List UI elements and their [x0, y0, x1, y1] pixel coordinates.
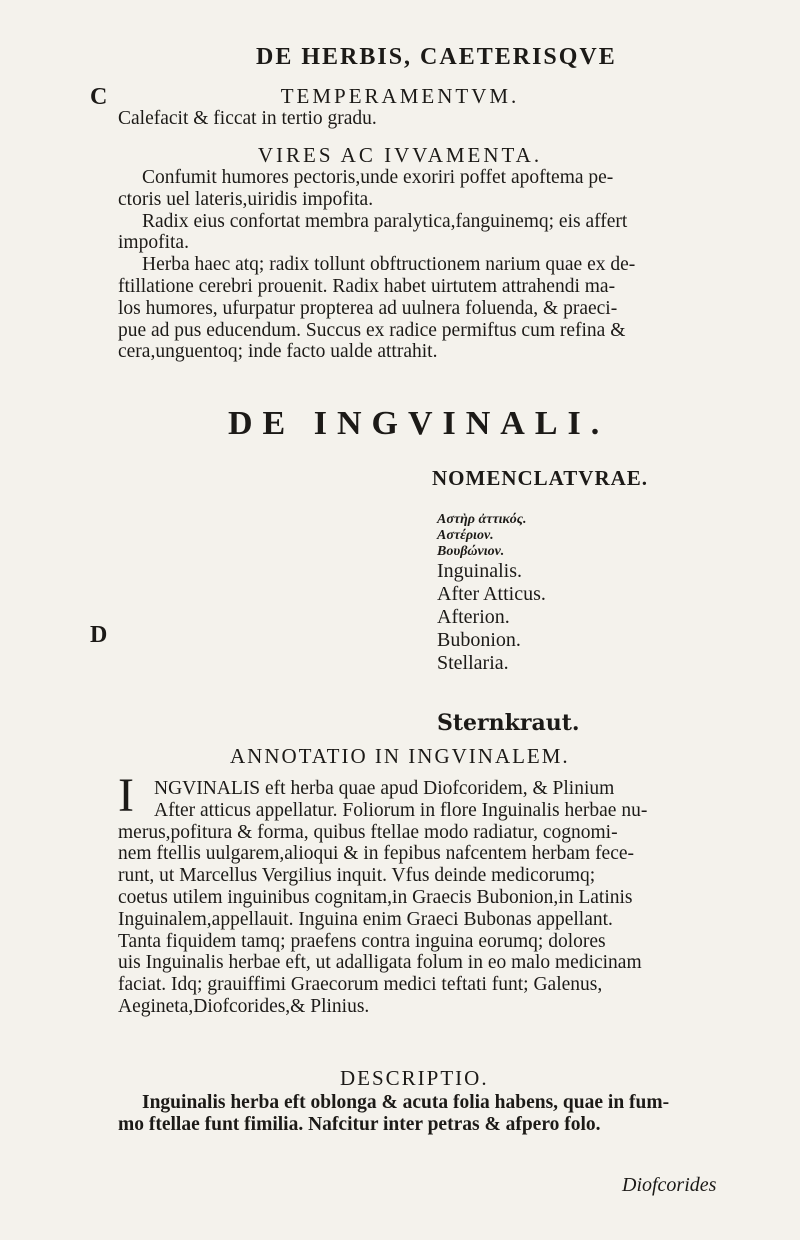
temperamentum-line: Calefacit & ficcat in tertio gradu.: [118, 108, 377, 129]
greek-name: Βουβώνιον.: [437, 544, 505, 559]
latin-name: Bubonion.: [437, 629, 521, 651]
vires-text: [118, 167, 758, 363]
descriptio-line: Inguinalis herba eft oblonga & acuta folia habens, quae in fum-: [142, 1092, 670, 1113]
annotatio-line: NGVINALIS eft herba quae apud Diofcoridem, & Plinium: [154, 778, 615, 799]
descriptio-heading: DESCRIPTIO.: [340, 1066, 489, 1090]
temperamentum-text: [118, 108, 758, 130]
margin-letter-d: D: [90, 622, 108, 648]
annotatio-line: uis Inguinalis herbae eft, ut adalligata folum in eo malo medicinam: [118, 952, 642, 974]
vires-line: pue ad pus educendum. Succus ex radice permiftus cum refina &: [118, 319, 626, 341]
running-head: DE HERBIS, CAETERISQVE: [256, 44, 617, 70]
latin-name: Inguinalis.: [437, 560, 522, 582]
annotatio-line: nem ftellis uulgarem,alioqui & in fepibus nafcentem herbam fece-: [118, 843, 635, 865]
annotatio-line: After atticus appellatur. Foliorum in flore Inguinalis herbae nu-: [154, 799, 648, 821]
vires-heading: VIRES AC IVVAMENTA.: [257, 143, 543, 167]
greek-name: Αστέριον.: [437, 528, 494, 543]
annotatio-heading: ANNOTATIO IN INGVINALEM.: [230, 744, 570, 768]
drop-cap: I: [118, 769, 134, 822]
latin-name: Stellaria.: [437, 652, 509, 674]
vires-line: Radix eius confortat membra paralytica,fanguinemq; eis affert: [142, 210, 628, 232]
margin-letter-c: C: [90, 84, 108, 110]
vires-line: Herba haec atq; radix tollunt obftructionem narium quae ex de-: [142, 254, 636, 276]
annotatio-text: [118, 778, 758, 1018]
annotatio-line: coetus utilem inguinibus cognitam,in Graecis Bubonion,in Latinis: [118, 886, 633, 908]
vires-line: impofita.: [118, 232, 189, 254]
annotatio-line: Inguinalem,appellauit. Inguina enim Graeci Bubonas appellant.: [118, 908, 613, 930]
annotatio-line: faciat. Idq; grauiffimi Graecorum medici teftati funt; Galenus,: [118, 974, 603, 996]
latin-name: Afterion.: [437, 606, 510, 628]
vires-line: Confumit humores pectoris,unde exoriri poffet apoftema pe-: [142, 167, 614, 188]
vires-line: ftillatione cerebri prouenit. Radix habet uirtutem attrahendi ma-: [118, 275, 616, 297]
annotatio-line: Tanta fiquidem tamq; praefens contra inguina eorumq; dolores: [118, 930, 606, 952]
vires-line: los humores, ufurpatur propterea ad uulnera foluenda, & praeci-: [118, 297, 618, 319]
greek-name: Αστὴρ ἀττικός.: [437, 512, 527, 527]
descriptio-text: [118, 1092, 758, 1136]
descriptio-line: mo ftellae funt fimilia. Nafcitur inter petras & afpero folo.: [118, 1113, 601, 1135]
vires-line: ctoris uel lateris,uiridis impofita.: [118, 188, 374, 210]
vires-line: cera,unguentoq; inde facto ualde attrahit.: [118, 341, 438, 363]
german-name: Sternkraut.: [437, 710, 580, 736]
nomenclature-heading: NOMENCLATVRAE.: [432, 466, 649, 490]
temperamentum-heading: TEMPERAMENTVM.: [280, 84, 520, 108]
catchword: Diofcorides: [622, 1174, 717, 1196]
annotatio-line: Aegineta,Diofcorides,& Plinius.: [118, 995, 370, 1017]
section-title: DE INGVINALI.: [228, 405, 610, 442]
annotatio-line: runt, ut Marcellus Vergilius inquit. Vfus deinde medicorumq;: [118, 865, 596, 887]
latin-name: After Atticus.: [437, 583, 546, 605]
nomenclature-list: [437, 512, 546, 675]
annotatio-line: merus,pofitura & forma, quibus ftellae modo radiatur, cognomi-: [118, 821, 618, 843]
